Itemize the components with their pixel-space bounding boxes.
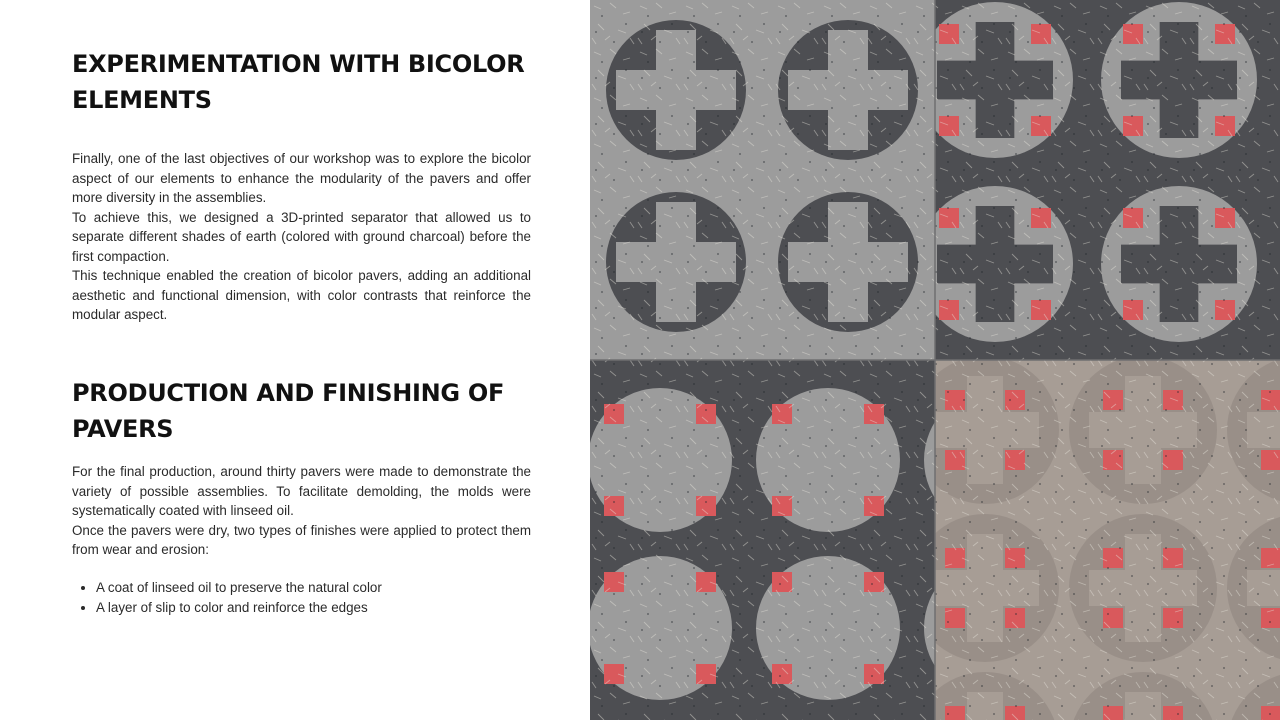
bicolor-description [72, 149, 531, 325]
paragraph: Finally, one of the last objectives of our workshop was to explore the bicolor aspect of our elements to enhance the modularity of the pavers and offer more diversity in the assemblies. [72, 151, 531, 205]
paver-pattern-image [590, 0, 1280, 720]
paragraph: Once the pavers were dry, two types of finishes were applied to protect them from wear and erosion: [72, 522, 531, 557]
section-heading-production: PRODUCTION AND FINISHING OF PAVERS [72, 379, 505, 443]
paragraph: For the final production, around thirty pavers were made to demonstrate the variety of possible assemblies. To facilitate demolding, the molds were systematically coated with linseed oil. [72, 464, 531, 518]
production-description [72, 462, 531, 560]
list-item: • A coat of linseed oil to preserve the natural color [96, 578, 536, 598]
list-item: • A layer of slip to color and reinforce the edges [96, 598, 536, 618]
paragraph: To achieve this, we designed a 3D-printed separator that allowed us to separate different shades of earth (colored with ground charcoal) before the first compaction. [72, 209, 531, 264]
finish-list [72, 578, 536, 617]
section-heading-bicolor: EXPERIMENTATION WITH BICOLOR ELEMENTS [72, 50, 525, 114]
paver-mosaic [590, 0, 1280, 720]
paragraph: This technique enabled the creation of bicolor pavers, adding an additional aesthetic and functional dimension, with color contrasts that reinforce the modular aspect. [72, 268, 531, 322]
paver-quadrant [911, 356, 1280, 720]
